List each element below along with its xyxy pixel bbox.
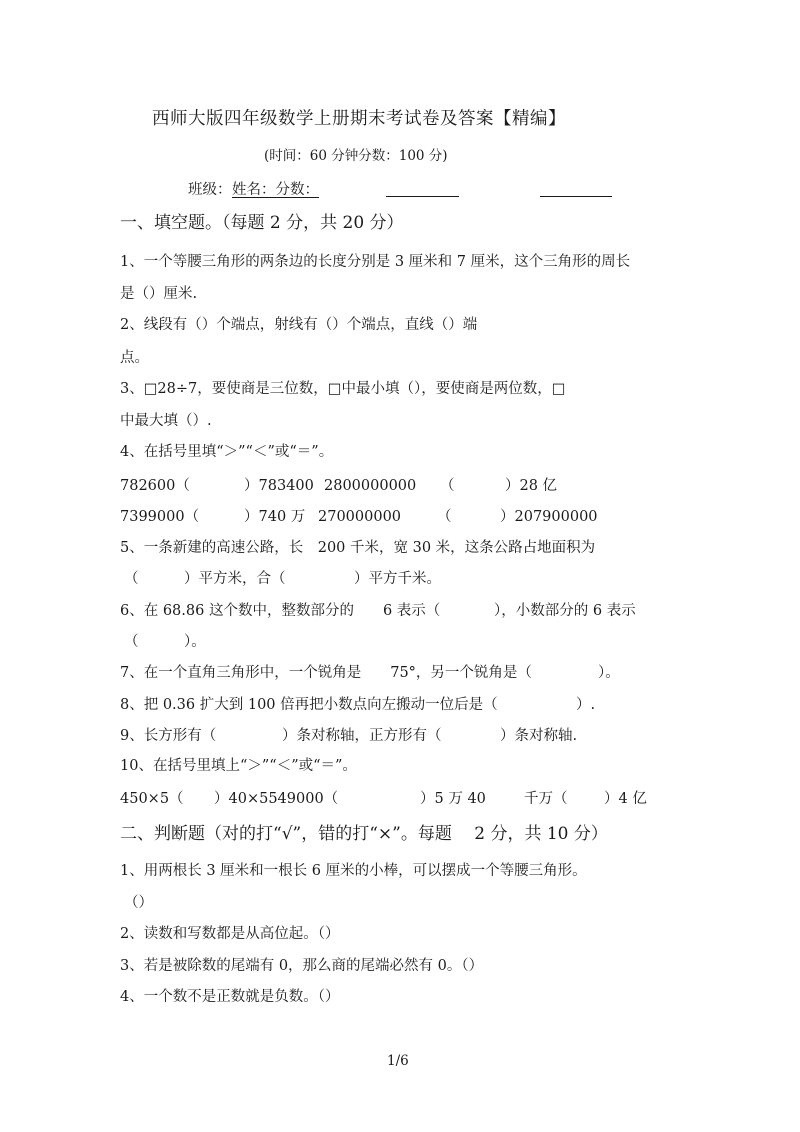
- question-6-cont-b: ）。: [184, 634, 206, 650]
- question-9: 9、长方形有（: [120, 728, 217, 744]
- question-8-b: ）.: [576, 697, 596, 713]
- question-1-cont: 是（）厘米.: [120, 286, 198, 302]
- compare-row-3-a: 450×5（: [120, 791, 184, 807]
- question-9-c: ）条对称轴.: [500, 728, 578, 744]
- question-7: 7、在一个直角三角形中，一个锐角是 75°，另一个锐角是（: [120, 665, 532, 681]
- judge-1-cont: （）: [124, 895, 153, 911]
- judge-1: 1、用两根长 3 厘米和一根长 6 厘米的小棒，可以摆成一个等腰三角形。: [120, 863, 587, 879]
- page-number: 1/6: [387, 1053, 409, 1069]
- question-5: 5、一条新建的高速公路，长 200 千米，宽 30 米，这条公路占地面积为: [120, 540, 596, 556]
- question-3: 3、□28÷7，要使商是三位数，□中最小填（），要使商是两位数，□: [120, 381, 566, 397]
- exam-subtitle: (时间：60 分钟分数：100 分): [264, 148, 448, 164]
- compare-row-1-e: ）28 亿: [505, 478, 558, 494]
- question-10: 10、在括号里填上“＞”“＜”或“＝”。: [120, 758, 357, 774]
- question-4: 4、在括号里填“＞”“＜”或“＝”。: [120, 444, 334, 460]
- judge-4: 4、一个数不是正数就是负数。（）: [120, 989, 340, 1005]
- question-2: 2、线段有（）个端点，射线有（）个端点，直线（）端: [120, 317, 478, 333]
- compare-row-2-a: 7399000（: [120, 509, 200, 525]
- compare-row-1-a: 782600（: [120, 478, 190, 494]
- class-label: 班级：: [188, 182, 232, 198]
- compare-row-3-c: ）5 万 40: [420, 791, 486, 807]
- compare-row-3-b: ）40×5549000（: [214, 791, 339, 807]
- question-5-cont-b: ）平方米，合（: [184, 571, 286, 587]
- question-9-b: ）条对称轴，正方形有（: [282, 728, 442, 744]
- compare-row-1-d: （: [440, 478, 455, 494]
- question-5-cont-a: （: [124, 571, 139, 587]
- judge-3: 3、若是被除数的尾端有 0，那么商的尾端必然有 0。（）: [120, 958, 484, 974]
- question-5-cont-c: ）平方千米。: [354, 571, 441, 587]
- question-6-b: ），小数部分的 6 表示: [494, 603, 636, 619]
- question-1: 1、一个等腰三角形的两条边的长度分别是 3 厘米和 7 厘米，这个三角形的周长: [120, 254, 631, 270]
- question-2-cont: 点。: [120, 350, 149, 366]
- compare-row-3-e: ）4 亿: [604, 791, 647, 807]
- compare-row-1-c: 2800000000: [324, 478, 417, 494]
- compare-row-2-b: ）740 万: [244, 509, 306, 525]
- compare-row-2-c: 270000000: [318, 509, 402, 525]
- question-6: 6、在 68.86 这个数中，整数部分的 6 表示（: [120, 603, 441, 619]
- blank-line-1: [386, 196, 459, 197]
- compare-row-3-d: 千万（: [524, 791, 568, 807]
- exam-title: 西师大版四年级数学上册期末考试卷及答案【精编】: [152, 109, 566, 129]
- blank-line-2: [540, 196, 612, 197]
- question-7-b: ）。: [598, 665, 620, 681]
- section-heading-fill-in: 一、填空题。（每题 2 分，共 20 分）: [120, 213, 404, 233]
- name-score-label: 姓名：分数：: [232, 182, 319, 198]
- compare-row-2-d: （: [437, 509, 452, 525]
- section-heading-true-false: 二、判断题（对的打“√”，错的打“×”。每题 2 分，共 10 分）: [120, 824, 608, 844]
- question-8: 8、把 0.36 扩大到 100 倍再把小数点向左搬动一位后是（: [120, 697, 498, 713]
- compare-row-2-e: ）207900000: [500, 509, 598, 525]
- compare-row-1-b: ）783400: [244, 478, 314, 494]
- question-6-cont-a: （: [124, 634, 139, 650]
- question-3-cont: 中最大填（）.: [120, 413, 212, 429]
- judge-2: 2、读数和写数都是从高位起。（）: [120, 926, 340, 942]
